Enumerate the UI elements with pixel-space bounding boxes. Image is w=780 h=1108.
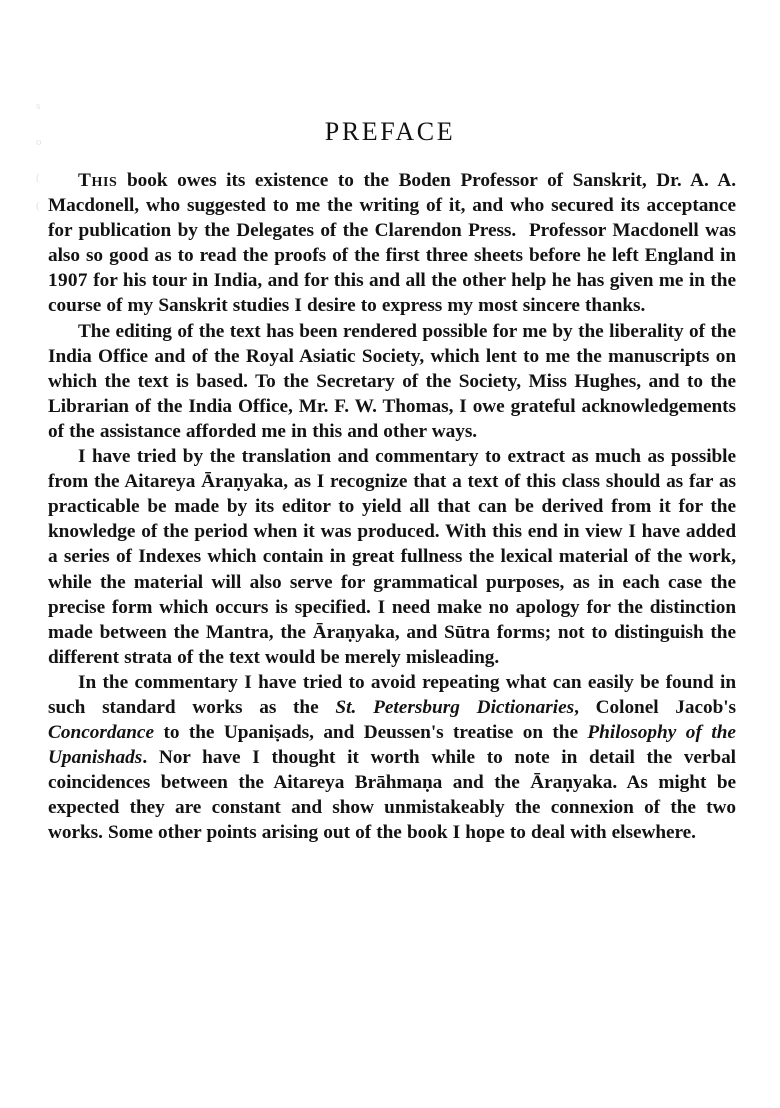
paragraph-4	[48, 670, 736, 846]
bleed-mark: (	[36, 200, 41, 212]
p4-seg-1: In the commentary I have tried to avoid repeating what can easily be found in such standard works as the	[48, 671, 736, 718]
p4-title-philosophy-of-the-upanishads: Philosophy of the Upanishads	[48, 722, 736, 769]
bleed-mark: (	[36, 172, 41, 184]
p4-title-st-petersburg-dictionaries: St. Petersburg Dictionaries	[335, 696, 575, 718]
p4-seg-3: , Colonel Jacob's	[574, 696, 737, 718]
paragraph-1-text: book owes its existence to the Boden Professor of Sanskrit, Dr. A. A. Macdonell, who suggested to me the writing of it, and who secured its acceptance for publication by the Delegates of the Clarendon Press. Professor Macdonell was also so good as to read the proofs of the first three sheets before he left England in 1907 for his tour in India, and for this and all the other help he has given me in the course of my Sanskrit studies I desire to express my most sincere thanks.	[48, 170, 736, 317]
paragraph-2: The editing of the text has been rendered possible for me by the liberality of the India Office and of the Royal Asiatic Society, which lent to me the manuscripts on which the text is based. To the Secretary of the Society, Miss Hughes, and to the Librarian of the India Office, Mr. F. W. Thomas, I owe grateful acknowledgements of the assistance afforded me in this and other ways.	[48, 320, 736, 442]
p4-title-concordance: Concordance	[48, 722, 155, 744]
p4-seg-7: . Nor have I thought it worth while to note in detail the verbal coincidences between the Aitareya Brāhmaṇa and the Āraṇyaka. As might be expected they are constant and show unmistakeably the connexion of the two works. Some other points arising out of the book I hope to deal with elsewhere.	[48, 747, 736, 844]
paragraph-1	[48, 168, 736, 319]
bleed-mark: s	[36, 100, 41, 112]
paragraph-3: I have tried by the translation and commentary to extract as much as possible from the Aitareya Āraṇyaka, as I recognize that a text of this class should as far as practicable be made by its editor to yield all that can be derived from it for the knowledge of the period when it was produced. With this end in view I have added a series of Indexes which contain in great fullness the lexical material of the work, while the material will also serve for grammatical purposes, as in each case the precise form which occurs is specified. I need make no apology for the distinction made between the Mantra, the Āraṇyaka, and Sūtra forms; not to distinguish the different strata of the text would be merely misleading.	[48, 446, 736, 668]
bleed-mark: o	[36, 136, 42, 148]
page-title: PREFACE	[324, 117, 456, 147]
p4-seg-5: to the Upaniṣads, and Deussen's treatise on the	[154, 722, 588, 744]
preface-body	[48, 168, 736, 846]
paragraph-1-lead-smallcaps: This	[78, 170, 118, 191]
